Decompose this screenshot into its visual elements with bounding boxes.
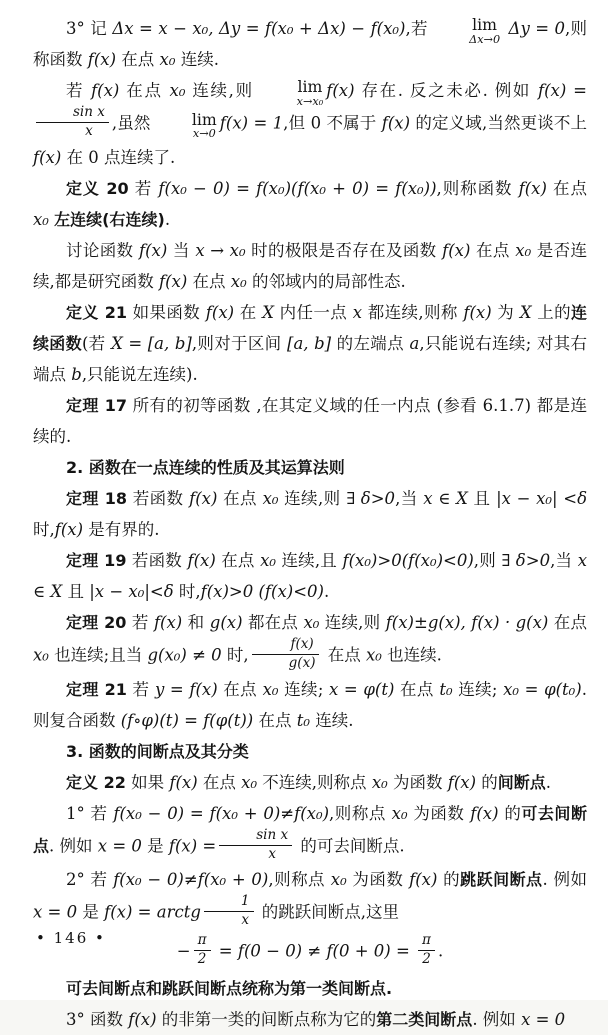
heading-section-2 — [33, 452, 587, 483]
math-run: x = 0 — [521, 1010, 566, 1030]
math-run: f(x) — [447, 772, 477, 792]
para-local-behavior-remark — [33, 235, 587, 297]
math-run: x₀ — [262, 679, 279, 699]
text-run: 是 — [77, 902, 105, 922]
fraction: $\frac{\text{sin x}}{x}$ — [219, 827, 292, 863]
text-run: 的邻域内的局部性态. — [246, 271, 406, 291]
text-run: 的跳跃间断点,这里 — [256, 902, 399, 922]
text-run: ,则对于区间 — [191, 333, 288, 353]
math-run: f(x) — [54, 519, 84, 539]
math-run: x₀ — [391, 803, 408, 823]
math-run: f(x) = — [168, 836, 217, 856]
text-run: 是否连续,都是研究函数 — [33, 240, 588, 291]
bold-term: 定义 20 — [66, 178, 129, 198]
math-run: x₀ — [33, 645, 49, 665]
bold-term: 连续函数 — [33, 302, 587, 353]
para-definition-21 — [33, 297, 587, 390]
text-run: 时, — [173, 581, 201, 601]
text-run: 连续; — [452, 679, 504, 699]
text-run: 在点 — [217, 488, 263, 508]
text-run: 连续,且 — [276, 550, 343, 570]
math-run: t₀ — [439, 679, 453, 699]
math-run: Δx = x − x₀, Δy = f(x₀ + Δx) − f(x₀) — [112, 19, 406, 38]
math-run: y = f(x) — [155, 679, 218, 699]
limit-operator: lim Δx→0 — [469, 15, 501, 46]
math-run: f(x₀ − 0) = f(x₀ + 0)≠f(x₀) — [113, 803, 330, 823]
text-run: 1° 若 — [66, 803, 114, 823]
bold-term: 定义 21 — [66, 302, 127, 322]
fraction: $\frac{\pi}{2}$ — [194, 932, 211, 968]
equation-jump-example — [33, 931, 587, 973]
text-run: 3° 函数 — [66, 1010, 129, 1030]
para-theorem-17 — [33, 390, 587, 452]
math-run: f(x) — [91, 81, 120, 100]
text-run: ,当 — [395, 488, 424, 508]
text-run: 在点 — [197, 772, 242, 792]
bold-term: 3. 函数的间断点及其分类 — [66, 741, 249, 761]
math-run: [a, b] — [287, 333, 332, 353]
text-run: 在点 — [394, 679, 440, 699]
text-run: . — [164, 209, 171, 229]
text-run: ,则称点 — [329, 803, 392, 823]
math-run: x = 0 — [33, 902, 78, 922]
math-run: f(x)>0 (f(x)<0) — [200, 581, 324, 601]
text-run: . — [545, 772, 552, 792]
math-run: f(x) — [139, 240, 168, 260]
text-run: 是 — [141, 836, 169, 856]
text-run: ,则称函数 — [436, 178, 519, 198]
text-run: 为函数 — [346, 870, 410, 890]
math-run: x₀ — [330, 870, 347, 890]
math-run: x₀ — [371, 772, 388, 792]
text-run: 内任一点 — [273, 302, 353, 322]
heading-section-3 — [33, 736, 587, 767]
bold-term: 左连续(右连续) — [54, 209, 165, 229]
bold-term: 可去间断点和跳跃间断点统称为第一类间断点. — [66, 979, 393, 999]
text-run: 若 — [66, 81, 92, 100]
limit-operator: lim x→x₀ — [296, 77, 324, 108]
para-definition-20 — [33, 173, 587, 235]
para-jump-discontinuity — [33, 864, 587, 931]
math-run: |x − x₀| <δ — [496, 488, 588, 508]
math-run: f(x) — [442, 240, 471, 260]
math-run: ∃ δ>0 — [346, 488, 396, 508]
text-run: 在点 — [470, 240, 516, 260]
math-run: x₀ — [230, 271, 247, 291]
math-run: X — [262, 302, 274, 322]
para-theorem-21 — [33, 674, 587, 736]
text-run: 存在. 反之未必. 例如 — [354, 81, 538, 100]
text-run: 为 — [491, 302, 520, 322]
para-theorem-20 — [33, 607, 587, 674]
bold-term: 2. 函数在一点连续的性质及其运算法则 — [66, 457, 345, 477]
math-run: x₀ — [159, 50, 176, 69]
bold-term: 定理 17 — [66, 395, 127, 415]
text-run: ,只能说左连续). — [81, 364, 198, 384]
text-run: 在点 — [215, 550, 261, 570]
para-second-kind — [33, 1004, 587, 1035]
fraction: $\frac{f(x)}{g(x)}$ — [252, 636, 320, 672]
bold-term: 跳跃间断点 — [460, 870, 543, 890]
text-run: 也连续. — [381, 645, 442, 665]
para-removable-discontinuity — [33, 798, 587, 865]
math-run: f(x) = arctg — [104, 902, 201, 922]
math-run: x₀ = φ(t₀) — [503, 679, 582, 699]
text-run: (若 — [81, 333, 112, 353]
text-run: ,只能说右连续; 对其右端点 — [33, 333, 587, 384]
text-run: 不连续,则称点 — [257, 772, 372, 792]
math-run: f(x) = 1 — [219, 113, 284, 133]
math-run: x ∈ X — [423, 488, 468, 508]
text-run: 连续,则 — [319, 612, 386, 632]
math-run: x₀ — [169, 81, 186, 100]
text-run: 若函数 — [127, 488, 190, 508]
bold-term: 定理 21 — [66, 679, 127, 699]
text-run: 若 — [128, 178, 159, 198]
text-run: 且 — [467, 488, 497, 508]
math-run: f(x) — [33, 147, 62, 167]
math-run: x = 0 — [97, 836, 142, 856]
text-run: 在点 — [548, 612, 587, 632]
text-run: 的 — [437, 870, 461, 890]
text-run: .则复合函数 — [33, 679, 587, 730]
fraction: $\frac{1}{x}$ — [204, 893, 254, 929]
text-run: 若函数 — [126, 550, 188, 570]
math-run: g(x₀) ≠ 0 — [147, 645, 222, 665]
para-increment-definition — [33, 13, 587, 75]
math-run: f(x) — [470, 803, 499, 823]
math-run: f(x) — [518, 178, 547, 198]
text-run: ,则称点 — [268, 870, 331, 890]
math-run: f(x) — [153, 612, 183, 632]
math-run: x₀ — [515, 240, 532, 260]
bold-term: 第二类间断点 — [376, 1010, 473, 1030]
math-run: f(x₀ − 0)≠f(x₀ + 0) — [113, 870, 269, 890]
math-run: ∃ δ>0 — [501, 550, 551, 570]
math-run: t₀ — [296, 710, 310, 730]
text-run: 时, — [33, 519, 55, 539]
text-run: 上的 — [531, 302, 571, 322]
math-run: f(x) = — [537, 81, 587, 100]
math-run: x = φ(t) — [329, 679, 395, 699]
math-run: x₀ — [33, 209, 49, 229]
text-run: 讨论函数 — [66, 240, 139, 260]
math-run: f(x) — [463, 302, 492, 322]
para-theorem-18 — [33, 483, 587, 545]
text-run: 所有的初等函数 ,在其定义域的任一内点 (参看 6.1.7) 都是连续的. — [33, 395, 587, 446]
bold-term: 定理 18 — [66, 488, 128, 508]
math-run: x₀ — [262, 488, 279, 508]
text-run: 在点 — [116, 50, 160, 69]
text-run: . 例如 — [49, 836, 98, 856]
math-run: x ∈ X — [33, 550, 587, 601]
text-run: 的左端点 — [331, 333, 410, 353]
text-run: 若 — [126, 679, 155, 699]
math-run: x → x₀ — [195, 240, 246, 260]
bold-term: 可去间断点 — [33, 803, 587, 856]
bold-term: 定义 22 — [66, 772, 126, 792]
math-run: g(x) — [209, 612, 243, 632]
math-run: |x − x₀|<δ — [89, 581, 174, 601]
text-run: ,虽然 — [111, 113, 156, 133]
text-run: ,则称函数 — [33, 19, 587, 69]
math-run: f(x) — [381, 113, 411, 133]
text-run: 在点 — [119, 81, 170, 100]
text-run: 的 — [498, 803, 522, 823]
math-run: x₀ — [241, 772, 258, 792]
math-run: X — [519, 302, 532, 322]
text-run: . 例如 — [542, 870, 587, 890]
bold-term: 定理 20 — [66, 612, 127, 632]
text-run: 如果函数 — [126, 302, 206, 322]
text-run: 为函数 — [387, 772, 448, 792]
math-run: f(x) — [169, 772, 198, 792]
math-run: f(x) — [326, 81, 355, 100]
text-run: 连续,则 — [278, 488, 347, 508]
text-run: 时的极限是否存在及函数 — [245, 240, 443, 260]
para-limit-exists-remark — [33, 75, 587, 173]
text-run: ,但 0 不属于 — [283, 113, 382, 133]
math-run: f(x₀ − 0) = f(x₀)(f(x₀ + 0) = f(x₀)) — [158, 178, 437, 198]
text-run: 在点 — [217, 679, 263, 699]
para-theorem-19 — [33, 545, 587, 607]
math-run: (f∘φ)(t) = f(φ(t)) — [120, 710, 254, 730]
text-run: 都在点 — [242, 612, 304, 632]
text-run: 连续; — [278, 679, 330, 699]
para-definition-22 — [33, 767, 587, 798]
text-run: . — [323, 581, 330, 601]
math-run: f(x) — [159, 271, 188, 291]
para-first-kind-summary — [33, 973, 587, 1004]
text-run: 当 — [167, 240, 196, 260]
math-run: f(x) — [187, 550, 216, 570]
text-run: 在 0 点连续了. — [61, 147, 176, 167]
bold-term: 间断点 — [497, 772, 546, 792]
math-run: f(x)±g(x), f(x) · g(x) — [385, 612, 549, 632]
fraction: $\frac{\pi}{2}$ — [418, 932, 435, 968]
math-run: x — [352, 302, 363, 322]
math-run: b — [71, 364, 82, 384]
text-run: 如果 — [125, 772, 170, 792]
text-run: ,则 — [473, 550, 502, 570]
text-run: 是有界的. — [83, 519, 160, 539]
bold-term: 定理 19 — [66, 550, 127, 570]
text-run: 连续. — [309, 710, 354, 730]
text-run: 也连续;且当 — [48, 645, 148, 665]
text-run: . — [437, 941, 444, 961]
text-run: 的定义域,当然更谈不上 — [410, 113, 587, 133]
text-run: 在点 — [187, 271, 231, 291]
text-body — [33, 13, 587, 1035]
text-run: 连续,则 — [185, 81, 261, 100]
math-run: Δy = 0 — [503, 19, 566, 38]
text-run: 时, — [221, 645, 249, 665]
math-run: x₀ — [365, 645, 382, 665]
math-run: f(x₀)>0(f(x₀)<0) — [342, 550, 474, 570]
text-run: 的 — [476, 772, 498, 792]
math-run: f(x) — [87, 50, 117, 69]
text-run: 在点 — [322, 645, 366, 665]
math-run: − — [176, 941, 191, 961]
math-run: f(x) — [128, 1010, 157, 1030]
text-run: 在点 — [253, 710, 297, 730]
text-run: ,当 — [550, 550, 578, 570]
text-run: . 例如 — [472, 1010, 522, 1030]
text-run: 若 — [126, 612, 154, 632]
math-run: X = [a, b] — [111, 333, 192, 353]
text-run: 且 — [62, 581, 90, 601]
math-run: f(x) — [409, 870, 438, 890]
math-run: x₀ — [260, 550, 276, 570]
text-run: 的可去间断点. — [295, 836, 405, 856]
fraction: $\frac{\text{sin x}}{x}$ — [36, 104, 109, 140]
math-run: f(x) — [189, 488, 218, 508]
text-run: 在 — [234, 302, 263, 322]
text-run: 2° 若 — [66, 870, 114, 890]
text-run: 连续. — [175, 50, 219, 69]
text-run: 为函数 — [407, 803, 471, 823]
limit-operator: lim x→0 — [191, 109, 217, 141]
text-run: 3° 记 — [66, 19, 113, 38]
page-number: • 146 • — [36, 929, 106, 947]
math-run: x₀ — [303, 612, 320, 632]
text-run: 在点 — [546, 178, 587, 198]
math-run: a — [409, 333, 420, 353]
math-run: = f(0 − 0) ≠ f(0 + 0) = — [213, 941, 416, 961]
math-run: f(x) — [205, 302, 235, 322]
text-run: ,若 — [405, 19, 434, 38]
text-run: 和 — [182, 612, 210, 632]
text-run: 的非第一类的间断点称为它的 — [156, 1010, 377, 1030]
text-run: 都连续,则称 — [362, 302, 464, 322]
